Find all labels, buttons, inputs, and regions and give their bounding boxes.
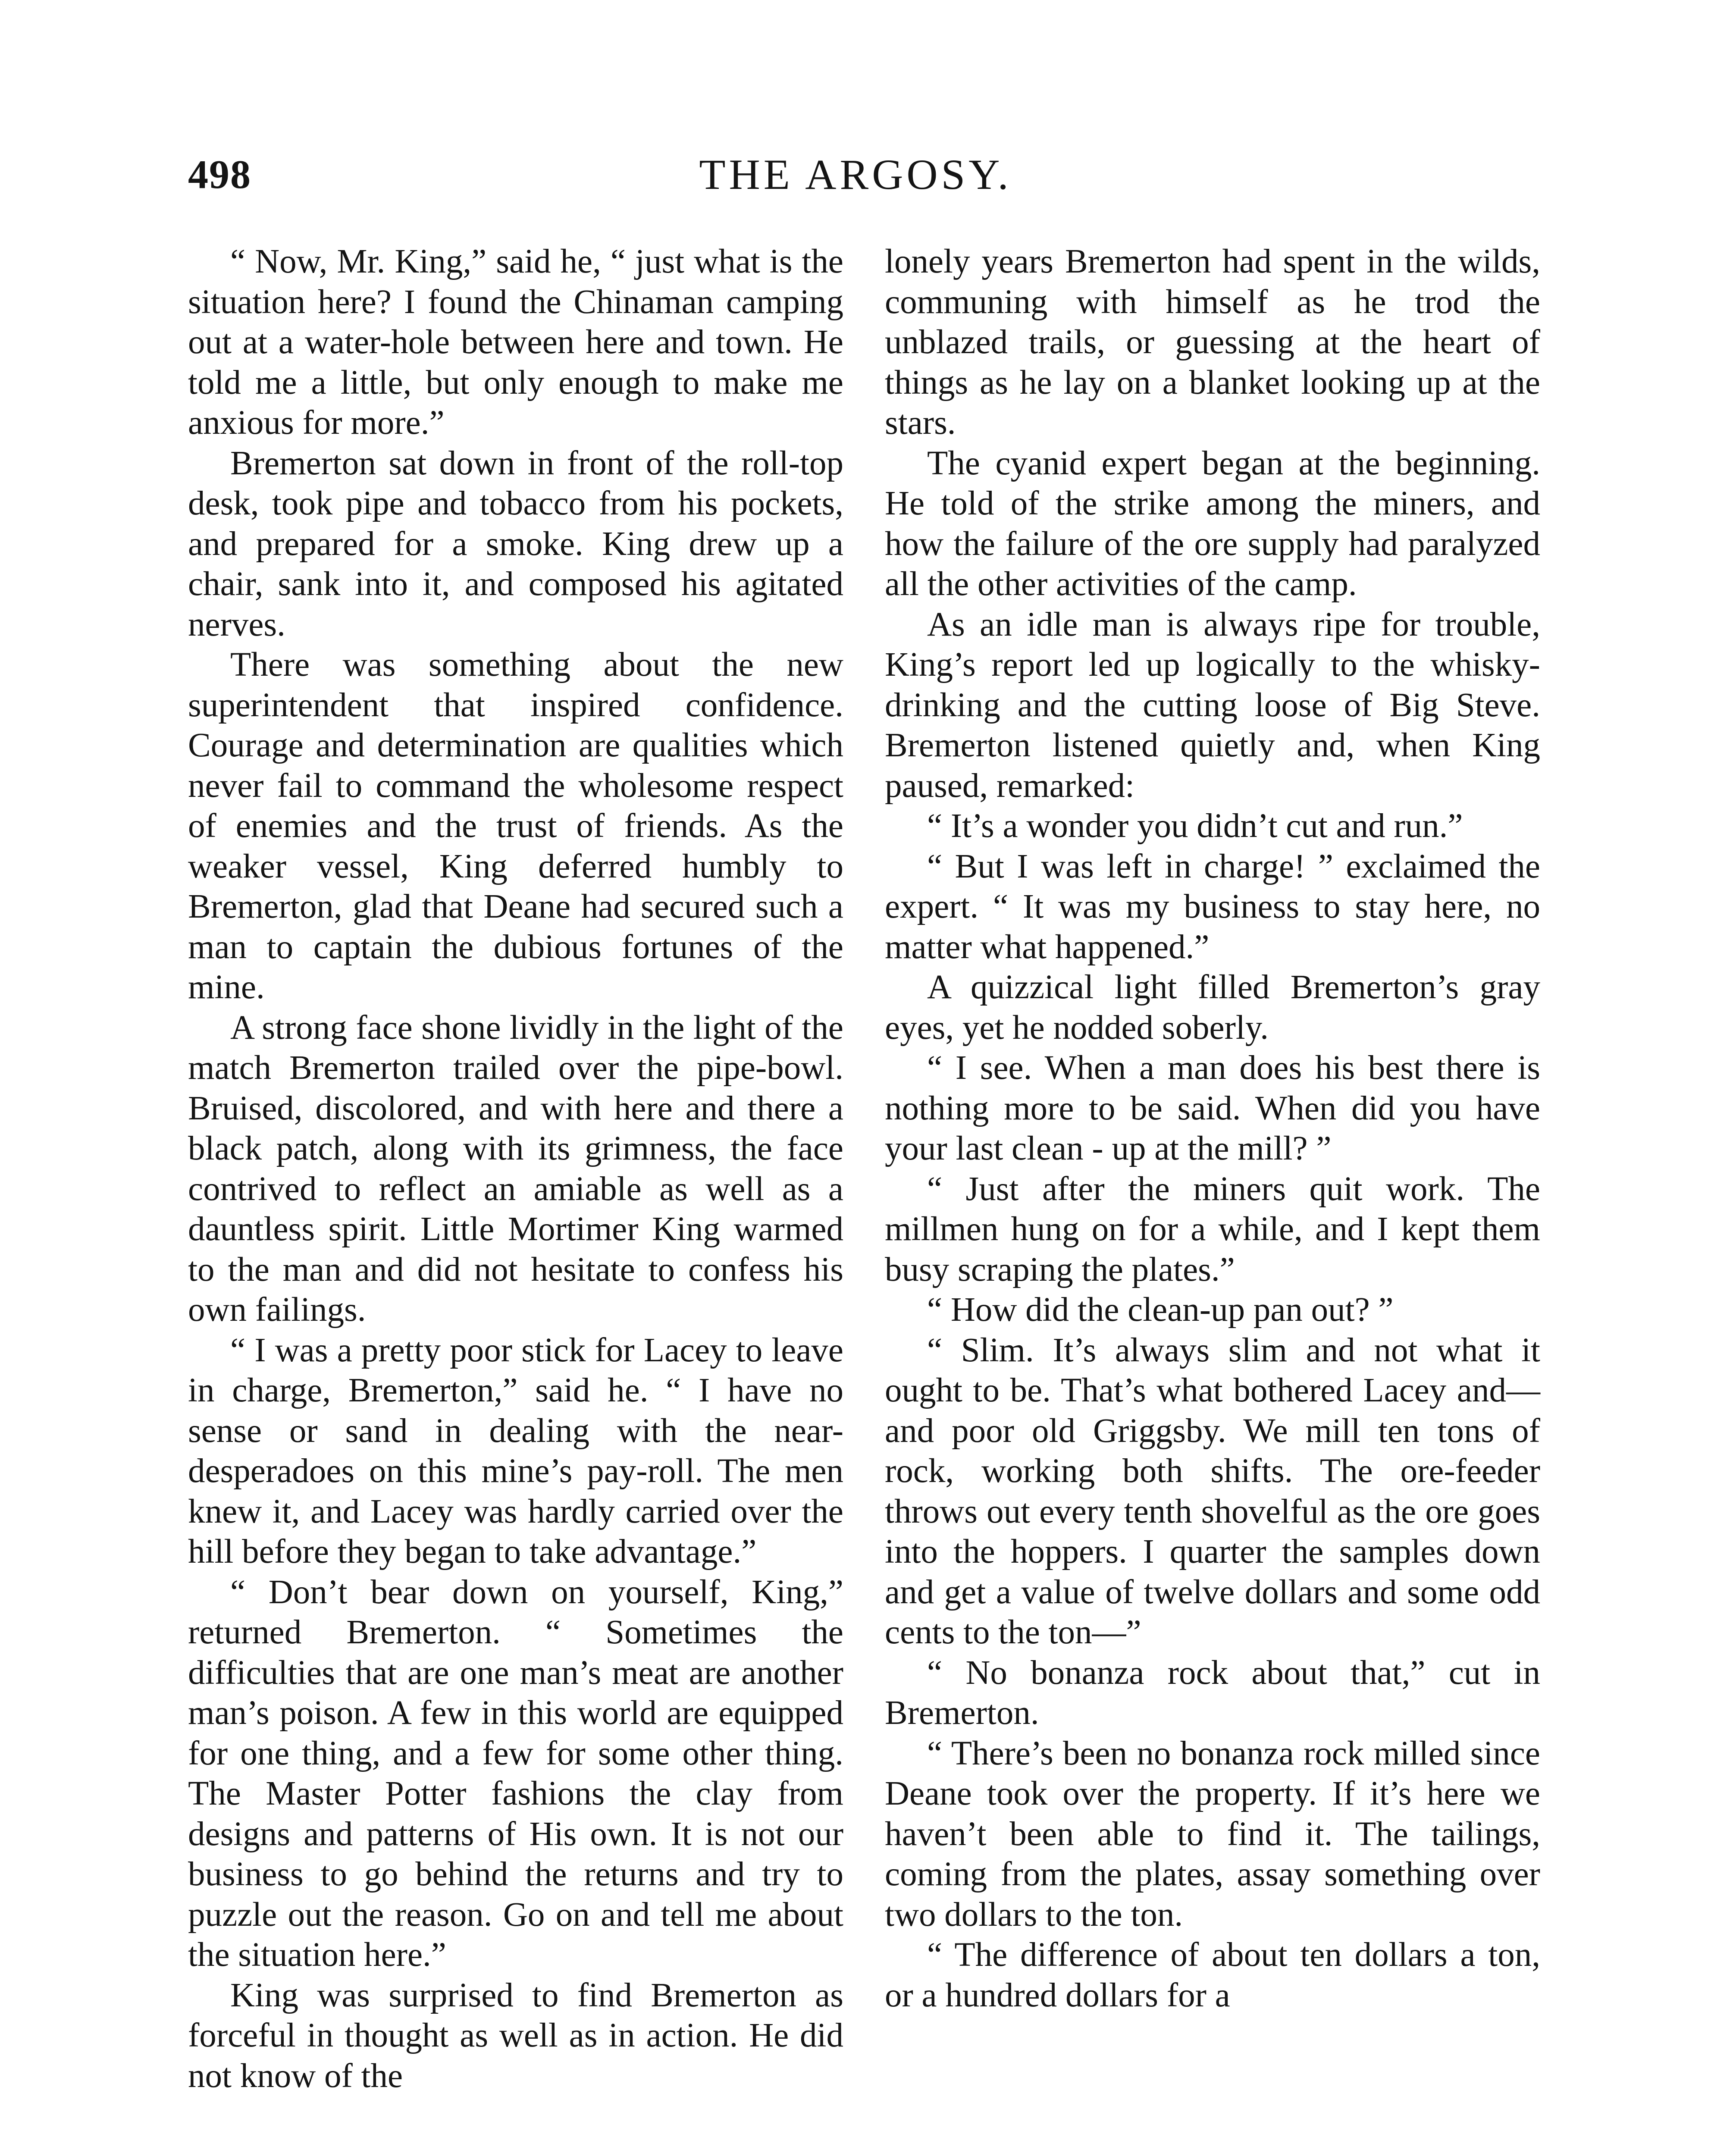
paragraph: “ Now, Mr. King,” said he, “ just what is the situation here? I found the Chinaman camping out at a water-hole between here and town. He told me a little, but only enough to make me anxious for more.” bbox=[188, 243, 843, 442]
paragraph: Bremerton sat down in front of the roll-top desk, took pipe and tobacco from his pockets, and prepared for a smoke. King drew up a chair, sank into it, and composed his agitated nerves. bbox=[188, 444, 843, 643]
paragraph: King was surprised to find Bremerton as forceful in thought as well as in action. He did not know of the bbox=[188, 1976, 843, 2095]
paragraph: “ It’s a wonder you didn’t cut and run.” bbox=[927, 807, 1463, 845]
paragraph: “ There’s been no bonanza rock milled since Deane took over the property. If it’s here we haven’t been able to find it. The tailings, coming from the plates, assay something over two dollars to the ton. bbox=[885, 1734, 1540, 1934]
running-head: THE ARGOSY. bbox=[699, 150, 1012, 198]
page-header bbox=[0, 142, 1711, 207]
paragraph: A strong face shone lividly in the light of the match Bremerton trailed over the pipe-bowl. Bruised, discolored, and with here and there a black patch, along with its grimness, the face contrived to reflect an amiable as well as a dauntless spirit. Little Mortimer King warmed to the man and did not hesitate to confess his own failings. bbox=[188, 1009, 843, 1329]
paragraph: “ Don’t bear down on yourself, King,” returned Bremerton. “ Sometimes the difficulties that are one man’s meat are another man’s poison. A few in this world are equipped for one thing, and a few for some other thing. The Master Potter fashions the clay from designs and patterns of His own. It is not our business to go behind the returns and try to puzzle out the reason. Go on and tell me about the situation here.” bbox=[188, 1573, 843, 1974]
right-column bbox=[885, 241, 1540, 2156]
page-number: 498 bbox=[188, 152, 251, 197]
paragraph: “ No bonanza rock about that,” cut in Bremerton. bbox=[885, 1654, 1540, 1732]
paragraph-continued: lonely years Bremerton had spent in the wilds, communing with himself as he trod the unblazed trails, or guessing at the heart of things as he lay on a blanket looking up at the stars. bbox=[885, 243, 1540, 442]
paragraph: As an idle man is always ripe for trouble, King’s report led up logically to the whisky-drinking and the cutting loose of Big Steve. Bremerton listened quietly and, when King paused, remarked: bbox=[885, 605, 1540, 805]
paragraph: There was something about the new superintendent that inspired confidence. Courage and determination are qualities which never fail to command the wholesome respect of enemies and the trust of friends. As the weaker vessel, King deferred humbly to Bremerton, glad that Deane had secured such a man to captain the dubious fortunes of the mine. bbox=[188, 646, 843, 1006]
paragraph: “ The difference of about ten dollars a ton, or a hundred dollars for a bbox=[885, 1936, 1540, 2014]
left-column bbox=[188, 241, 843, 2156]
paragraph: A quizzical light filled Bremerton’s gray eyes, yet he nodded soberly. bbox=[885, 968, 1540, 1047]
paragraph: The cyanid expert began at the beginning. He told of the strike among the miners, and how the failure of the ore supply had paralyzed all the other activities of the camp. bbox=[885, 444, 1540, 603]
paragraph: “ I see. When a man does his best there is nothing more to be said. When did you have your last clean - up at the mill? ” bbox=[885, 1049, 1540, 1167]
paragraph: “ Slim. It’s always slim and not what it ought to be. That’s what bothered Lacey and—and poor old Griggsby. We mill ten tons of rock, working both shifts. The ore-feeder throws out every tenth shovelful as the ore goes into the hoppers. I quarter the samples down and get a value of twelve dollars and some odd cents to the ton—” bbox=[885, 1331, 1540, 1651]
paragraph: “ But I was left in charge! ” exclaimed the expert. “ It was my business to stay here, no matter what happened.” bbox=[885, 847, 1540, 966]
paragraph: “ How did the clean-up pan out? ” bbox=[927, 1291, 1394, 1329]
paragraph: “ I was a pretty poor stick for Lacey to leave in charge, Bremerton,” said he. “ I have no sense or sand in dealing with the near-desperadoes on this mine’s pay-roll. The men knew it, and Lacey was hardly carried over the hill before they began to take advantage.” bbox=[188, 1331, 843, 1570]
paragraph: “ Just after the miners quit work. The millmen hung on for a while, and I kept them busy scraping the plates.” bbox=[885, 1170, 1540, 1288]
